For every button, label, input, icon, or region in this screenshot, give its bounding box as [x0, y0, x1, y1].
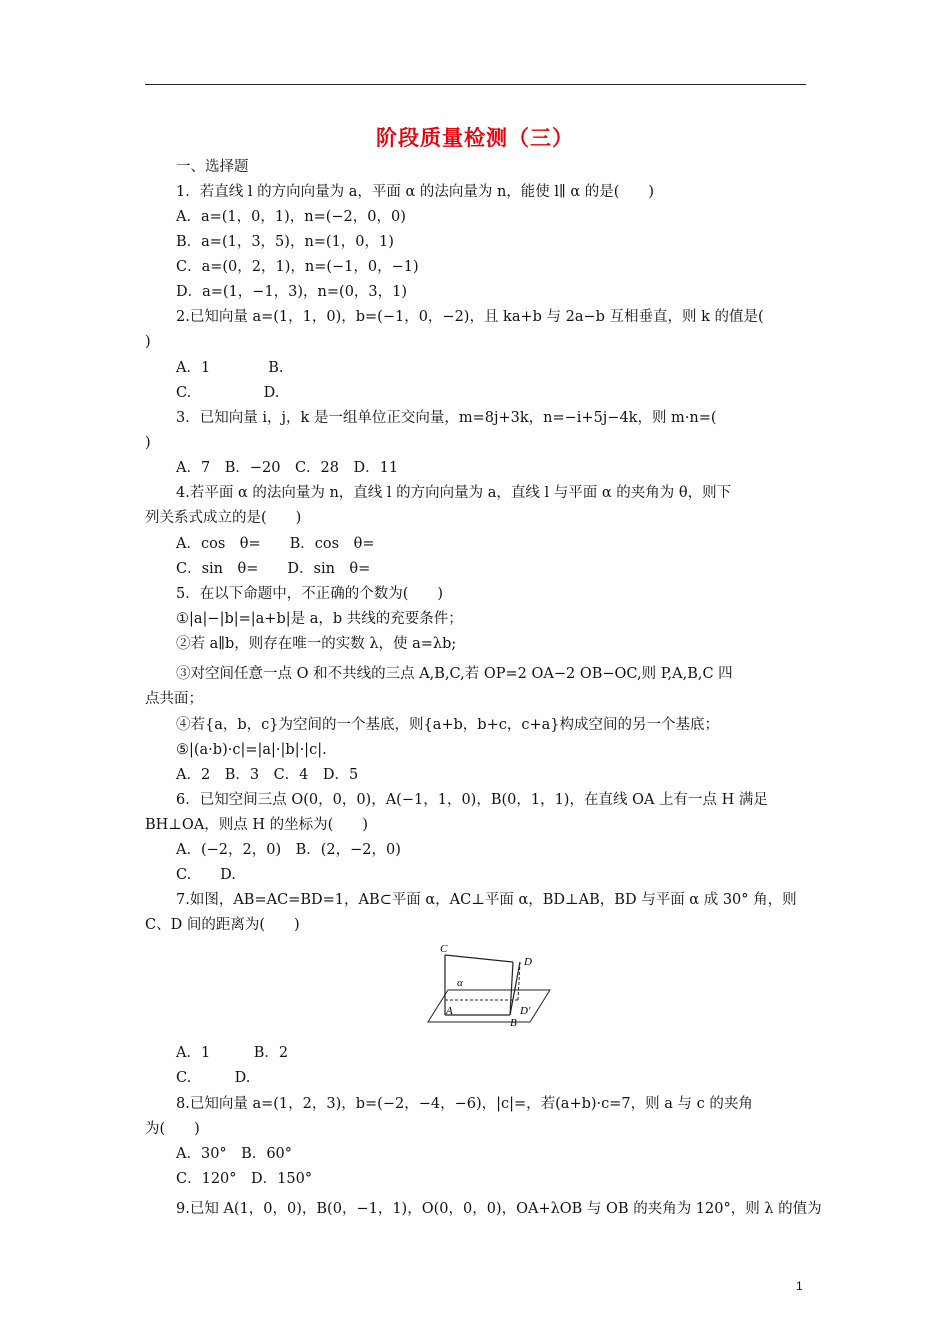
question-7: 7.如图，AB=AC=BD=1，AB⊂平面 α，AC⊥平面 α，BD⊥AB，BD 与平面 α 成 30° 角，则 — [176, 892, 797, 908]
option: A．a=(1，0，1)，n=(−2，0，0) — [176, 209, 406, 225]
option: C. D. — [176, 385, 280, 401]
question-2: 2.已知向量 a=(1，1，0)，b=(−1，0，−2)，且 ka+b 与 2a−b 互相垂直，则 k 的值是( — [176, 309, 764, 325]
header-rule — [145, 84, 806, 85]
statement: ①|a|−|b|=|a+b|是 a，b 共线的充要条件； — [176, 611, 463, 627]
figure-label-a: A — [446, 1005, 453, 1017]
option: A．2 B．3 C．4 D．5 — [176, 767, 359, 783]
question-8-cont: 为( ) — [145, 1121, 200, 1137]
option: C．120° D．150° — [176, 1171, 313, 1187]
option: D．a=(1，−1，3)，n=(0，3，1) — [176, 284, 408, 300]
question-8: 8.已知向量 a=(1，2，3)，b=(−2，−4，−6)，|c|=，若(a+b)·c=7，则 a 与 c 的夹角 — [176, 1096, 753, 1112]
statement: ⑤|(a·b)·c|=|a|·|b|·|c|. — [176, 742, 327, 758]
question-3-cont: ) — [145, 435, 151, 451]
statement: ④若{a，b，c}为空间的一个基底，则{a+b，b+c，c+a}构成空间的另一个基底； — [176, 717, 719, 733]
question-6-cont: BH⊥OA，则点 H 的坐标为( ) — [145, 817, 368, 833]
section-heading: 一、选择题 — [176, 159, 249, 175]
figure-label-alpha: α — [457, 977, 463, 989]
option: A．1 B．2 — [176, 1045, 289, 1061]
option: C．a=(0，2，1)，n=(−1，0，−1) — [176, 259, 419, 275]
option: A．1 B. — [176, 360, 284, 376]
geometry-figure — [420, 940, 555, 1028]
page-number: 1 — [796, 1279, 803, 1293]
question-5: 5．在以下命题中，不正确的个数为( ) — [176, 586, 444, 602]
option: A．(−2，2，0) B．(2，−2，0) — [176, 842, 401, 858]
question-6: 6．已知空间三点 O(0，0，0)，A(−1，1，0)，B(0，1，1)，在直线 OA 上有一点 H 满足 — [176, 792, 768, 808]
figure-label-b: B — [510, 1017, 517, 1028]
question-2-cont: ) — [145, 334, 151, 350]
statement-cont: 点共面； — [145, 691, 203, 707]
question-1: 1．若直线 l 的方向向量为 a，平面 α 的法向量为 n，能使 l∥ α 的是( ) — [176, 184, 655, 200]
figure-label-c: C — [440, 943, 448, 955]
option: B．a=(1，3，5)，n=(1，0，1) — [176, 234, 394, 250]
question-3: 3．已知向量 i，j，k 是一组单位正交向量，m=8j+3k，n=−i+5j−4k，则 m·n=( — [176, 410, 717, 426]
option: C．sin θ= D．sin θ= — [176, 561, 371, 577]
option: C. D. — [176, 867, 236, 883]
question-7-cont: C、D 间的距离为( ) — [145, 917, 300, 933]
option: A．30° B．60° — [176, 1146, 293, 1162]
statement: ③对空间任意一点 O 和不共线的三点 A,B,C,若 OP=2 OA−2 OB−OC,则 P,A,B,C 四 — [176, 666, 733, 682]
page-title: 阶段质量检测（三） — [376, 126, 574, 150]
option: A．cos θ= B．cos θ= — [176, 536, 375, 552]
figure-label-d-prime: D′ — [520, 1005, 531, 1017]
option: C. D. — [176, 1070, 251, 1086]
question-9: 9.已知 A(1，0，0)，B(0，−1，1)，O(0，0，0)，OA+λOB 与 OB 的夹角为 120°，则 λ 的值为 — [176, 1201, 822, 1217]
question-4: 4.若平面 α 的法向量为 n，直线 l 的方向向量为 a，直线 l 与平面 α 的夹角为 θ，则下 — [176, 485, 732, 501]
option: A．7 B．−20 C．28 D．11 — [176, 460, 399, 476]
statement: ②若 a∥b，则存在唯一的实数 λ，使 a=λb; — [176, 636, 457, 652]
question-4-cont: 列关系式成立的是( ) — [145, 510, 302, 526]
figure-label-d: D — [524, 956, 532, 968]
